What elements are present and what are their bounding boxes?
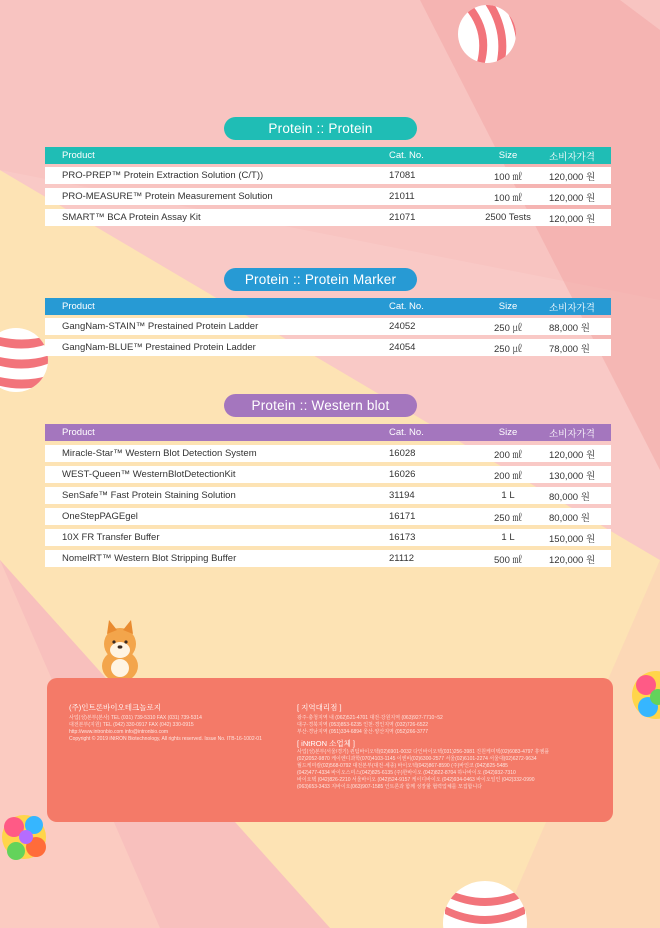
footer-company-line: 대전본부(지원) TEL (042) 330-0917 FAX (042) 330-0915	[69, 722, 194, 728]
header-cat-no: Cat. No.	[389, 150, 424, 161]
cell-price: 130,000 원	[549, 470, 596, 482]
header-product: Product	[62, 427, 95, 438]
cell-product: Miracle-Star™ Western Blot Detection System	[62, 448, 257, 459]
cell-size: 250 ㎕	[494, 343, 522, 355]
table-row	[45, 167, 611, 184]
section-title-pill: Protein :: Protein	[224, 117, 417, 140]
cell-cat-no: 21112	[389, 553, 415, 564]
cell-product: GangNam-BLUE™ Prestained Protein Ladder	[62, 342, 256, 353]
striped-ball-bottom-icon	[440, 878, 530, 928]
header-price: 소비자가격	[549, 151, 595, 163]
footer-contact-card	[47, 678, 613, 822]
header-cat-no: Cat. No.	[389, 301, 424, 312]
cell-cat-no: 16173	[389, 532, 416, 543]
cell-product: 10X FR Transfer Buffer	[62, 532, 160, 543]
cell-cat-no: 17081	[389, 170, 416, 181]
cell-cat-no: 21071	[389, 212, 416, 223]
section-title-pill: Protein :: Western blot	[224, 394, 417, 417]
table-row	[45, 445, 611, 462]
footer-partner-line: 사업(성)본부(서울/경기) 퀀텀바이오텍(02)6901-0032 다인바이오텍(031)256-3981 진원케미텍(02)6083-4797 휴엠플	[297, 749, 550, 755]
header-price: 소비자가격	[549, 428, 595, 440]
footer-company-line[interactable]: http://www.intronbio.com info@intronbio.com	[69, 729, 169, 735]
striped-ball-top-icon	[455, 0, 519, 74]
cell-cat-no: 16026	[389, 469, 416, 480]
cell-size: 200 ㎖	[494, 449, 522, 461]
footer-company-name: (주)인트론바이오테크놀로지	[69, 703, 161, 712]
header-cat-no: Cat. No.	[389, 427, 424, 438]
cell-product: SenSafe™ Fast Protein Staining Solution	[62, 490, 236, 501]
header-product: Product	[62, 301, 95, 312]
cell-product: OneStepPAGEgel	[62, 511, 138, 522]
footer-agency-line: 대구·경북지역 (053)853-6235 인천·경인지역 (032)726-6522	[297, 722, 429, 728]
cell-cat-no: 31194	[389, 490, 415, 501]
footer-partner-line: 월드케미칼(02)568-0792 대전본부(대전·세종) 바이오텍(042)867-8590 (주)바인코 (042)825-5485	[297, 763, 508, 769]
cell-price: 150,000 원	[549, 533, 596, 545]
footer-partner-title: [ iNtRON 소업체 ]	[297, 739, 355, 748]
footer-company-line: 사업(성)본부(본사) TEL (031) 739-5310 FAX (031) 739-5314	[69, 715, 202, 721]
header-product: Product	[62, 150, 95, 161]
footer-partner-line: (02)2052-9870 케이엔디과학(070)4103-1145 이엔비(02)6300-2577 서울(02)6101-2274 서울대(02)6272-9634	[297, 756, 537, 762]
cell-product: WEST-Queen™ WesternBlotDetectionKit	[62, 469, 236, 480]
footer-agency-block	[297, 704, 597, 791]
footer-partner-line: 바이오텍 (042)826-2210 서울바이오 (042)524-9157 케이디바이오 (042)934-0463 바이오일인 (042)332-0990	[297, 777, 535, 783]
cell-size: 1 L	[501, 532, 515, 543]
table-row	[45, 209, 611, 226]
cell-cat-no: 16028	[389, 448, 416, 459]
cell-price: 120,000 원	[549, 171, 596, 183]
cell-price: 120,000 원	[549, 554, 596, 566]
cell-price: 80,000 원	[549, 512, 590, 524]
cell-price: 120,000 원	[549, 449, 596, 461]
cell-cat-no: 24054	[389, 342, 416, 353]
cell-size: 200 ㎖	[494, 470, 522, 482]
cell-size: 1 L	[501, 490, 515, 501]
rainbow-ball-right-icon	[628, 655, 660, 735]
cell-size: 500 ㎖	[494, 554, 522, 566]
cell-size: 250 ㎖	[494, 512, 522, 524]
footer-partner-line: (063)653-3433 지바이오(063)907-1585 인트론과 함께 성장할 협력업체를 모집합니다	[297, 784, 483, 790]
table-header	[45, 424, 611, 441]
section-title-pill: Protein :: Protein Marker	[224, 268, 417, 291]
footer-copyright: Copyright © 2019 iNtRON Biotechnology, All rights reserved. Issue No. ITB-16-1002-01	[69, 736, 262, 742]
cell-size: 100 ㎖	[494, 171, 522, 183]
cell-price: 80,000 원	[549, 491, 590, 503]
cell-cat-no: 24052	[389, 321, 416, 332]
header-size: Size	[498, 427, 518, 438]
cell-size: 100 ㎖	[494, 192, 522, 204]
table-row	[45, 188, 611, 205]
footer-company-block	[69, 704, 289, 743]
footer-agency-line: 광주·충청지역 내 (062)521-4701 대전·강원지역 (063)927-7710~52	[297, 715, 443, 721]
dog-figure-icon	[95, 618, 145, 682]
cell-price: 88,000 원	[549, 322, 590, 334]
footer-agency-title: [ 지역대리점 ]	[297, 703, 342, 712]
cell-product: PRO-MEASURE™ Protein Measurement Solution	[62, 191, 273, 202]
cell-price: 120,000 원	[549, 213, 596, 225]
cell-product: SMART™ BCA Protein Assay Kit	[62, 212, 201, 223]
table-row	[45, 318, 611, 335]
footer-agency-line: 부산·경남지역 (051)334-6894 울산·양산지역 (052)266-3777	[297, 729, 429, 735]
cell-price: 120,000 원	[549, 192, 596, 204]
table-header	[45, 298, 611, 315]
cell-cat-no: 16171	[389, 511, 416, 522]
table-header	[45, 147, 611, 164]
footer-partner-line: (042)477-4334 바이오스미스(042)825-6135 (주)한바이오 (042)822-8704 하나바이오 (042)932-7310	[297, 770, 516, 776]
table-row	[45, 529, 611, 546]
cell-size: 250 ㎕	[494, 322, 522, 334]
cell-price: 78,000 원	[549, 343, 590, 355]
header-size: Size	[498, 150, 518, 161]
cell-cat-no: 21011	[389, 191, 415, 202]
cell-product: GangNam-STAIN™ Prestained Protein Ladder	[62, 321, 259, 332]
cell-product: PRO-PREP™ Protein Extraction Solution (C/T))	[62, 170, 264, 181]
cell-product: NomelRT™ Western Blot Stripping Buffer	[62, 553, 237, 564]
table-row	[45, 487, 611, 504]
table-row	[45, 466, 611, 483]
table-row	[45, 550, 611, 567]
table-row	[45, 339, 611, 356]
table-row	[45, 508, 611, 525]
cell-size: 2500 Tests	[485, 212, 531, 223]
header-price: 소비자가격	[549, 302, 595, 314]
header-size: Size	[498, 301, 518, 312]
